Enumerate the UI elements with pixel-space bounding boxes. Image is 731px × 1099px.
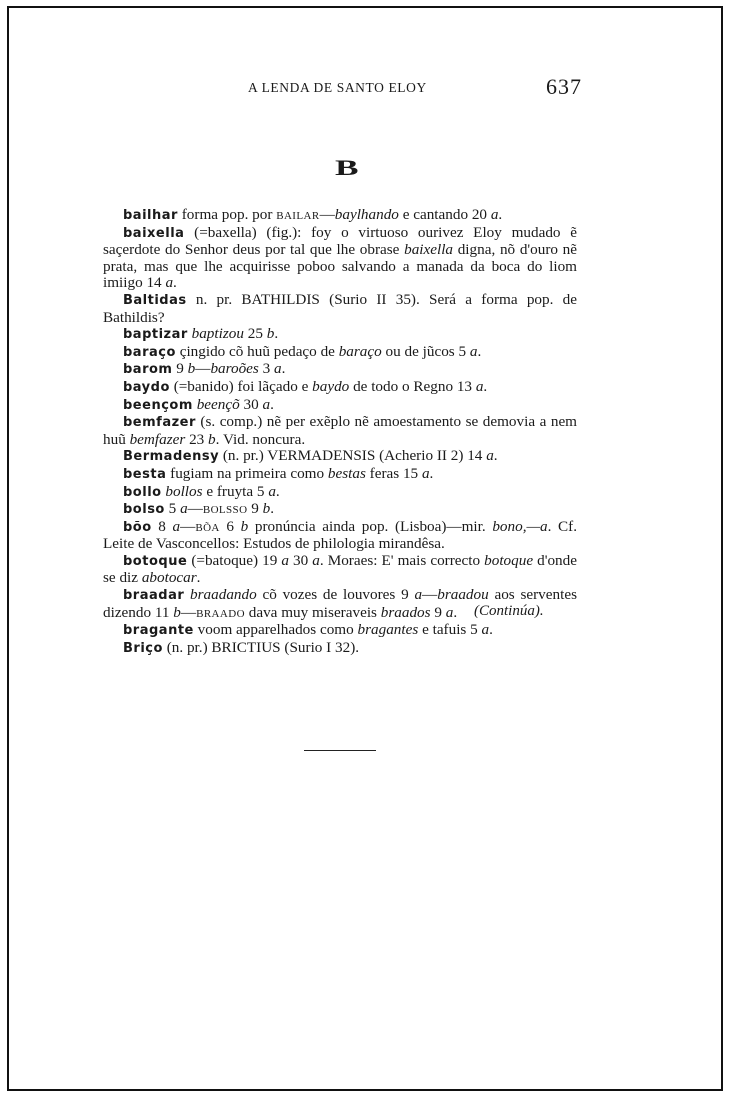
entry-text: fugiam na primeira como bbox=[166, 464, 328, 482]
entry-text: . bbox=[498, 206, 503, 223]
entry-text: — bbox=[422, 586, 438, 604]
page-header bbox=[0, 74, 731, 100]
entry-text: . bbox=[483, 377, 488, 395]
entry-text: 5 bbox=[164, 500, 181, 518]
entry-headword: botoque bbox=[123, 553, 188, 569]
entry-text: dava muy miseraveis bbox=[244, 603, 381, 621]
entry-text: — bbox=[187, 500, 203, 518]
entry-text: . Moraes: E' mais correcto bbox=[319, 551, 485, 569]
entry-italic: braadou bbox=[437, 586, 489, 604]
continua-note: (Continúa). bbox=[474, 603, 544, 619]
entry-italic: baraço bbox=[338, 342, 382, 360]
entry-headword: bõo bbox=[123, 519, 152, 535]
entry-text: cõ vozes de louvores 9 bbox=[256, 586, 415, 604]
entry-text: . bbox=[196, 569, 201, 587]
entry-italic: a bbox=[262, 395, 271, 413]
entry-text: . bbox=[281, 360, 286, 378]
entry-italic: a bbox=[414, 586, 423, 604]
entry-headword: braadar bbox=[123, 588, 185, 604]
glossary-entry bbox=[103, 361, 577, 379]
entry-text: çingido cõ huũ pedaço de bbox=[175, 342, 339, 360]
entry-italic: a bbox=[172, 517, 181, 535]
glossary-entry bbox=[103, 640, 577, 658]
entry-italic: a bbox=[274, 360, 282, 378]
glossary-entry bbox=[103, 397, 577, 415]
entry-text: — bbox=[180, 517, 196, 535]
entry-text: . bbox=[489, 621, 493, 639]
entry-italic: braados bbox=[380, 603, 431, 621]
entry-smallcaps: BRAADO bbox=[196, 607, 245, 620]
entry-italic: b bbox=[240, 517, 249, 535]
entry-italic: a bbox=[486, 447, 494, 465]
entry-text: 9 bbox=[247, 500, 263, 518]
entry-text: . bbox=[453, 603, 458, 621]
entry-italic: bono,—a bbox=[492, 517, 548, 535]
entry-text: (=banido) foi lãçado e bbox=[169, 377, 313, 395]
entry-text: . bbox=[270, 395, 274, 413]
entry-headword: bragante bbox=[123, 623, 194, 639]
entry-text: e tafuis 5 bbox=[418, 621, 482, 639]
entry-text: e fruyta 5 bbox=[202, 482, 269, 500]
entry-text: digna, nõ d'ouro nẽ prata, mas que lhe acquirisse poboo salvando a manada da boca do liom imiigo 14 bbox=[103, 241, 578, 292]
entry-text: . bbox=[477, 342, 482, 360]
entry-italic: baylhando bbox=[334, 206, 399, 223]
entry-italic: beençõ bbox=[196, 395, 240, 413]
entry-headword: Baltidas bbox=[123, 292, 187, 308]
entry-headword: baydo bbox=[123, 379, 170, 395]
glossary-entry bbox=[103, 466, 577, 484]
entry-text: . bbox=[493, 447, 498, 465]
entry-text: voom apparelhados como bbox=[193, 621, 358, 639]
entry-headword: barom bbox=[123, 362, 173, 378]
entry-text: . Vid. noncura. bbox=[215, 430, 306, 448]
entry-italic: baptizou bbox=[191, 325, 244, 343]
section-letter: B bbox=[335, 155, 359, 180]
running-title: A LENDA DE SANTO ELOY bbox=[248, 80, 427, 95]
entry-italic: b bbox=[173, 603, 181, 621]
entry-text: . bbox=[275, 482, 280, 500]
entry-italic: b bbox=[187, 360, 196, 378]
entry-italic: a bbox=[312, 551, 320, 569]
entry-italic: a bbox=[481, 621, 490, 639]
entry-headword: Briço bbox=[123, 640, 163, 656]
entry-headword: bemfazer bbox=[123, 415, 196, 431]
glossary-entry bbox=[103, 622, 577, 640]
glossary-entry bbox=[103, 225, 577, 292]
entry-italic: bollos bbox=[165, 482, 203, 500]
entry-italic: botoque bbox=[484, 551, 534, 569]
entry-italic: bestas bbox=[327, 464, 366, 482]
entry-italic: b bbox=[262, 500, 271, 518]
entry-italic: b bbox=[208, 430, 216, 448]
entry-text: . Cf. Leite de Vasconcellos: Estudos de philologia mirandêsa. bbox=[103, 517, 578, 553]
entry-headword: baraço bbox=[123, 344, 176, 360]
entry-text: — bbox=[195, 360, 211, 378]
entry-italic: a bbox=[165, 274, 174, 292]
entry-text: (=baxella) (fig.): foy o virtuoso ourivez Eloy mudado ẽ saçerdote do Senhor deus por tal que lhe obrase bbox=[103, 223, 577, 259]
glossary-entries bbox=[103, 207, 577, 657]
entry-text: 25 bbox=[243, 325, 267, 343]
glossary-entry bbox=[103, 414, 577, 448]
entry-smallcaps: BÕA bbox=[195, 521, 220, 534]
entry-text: . bbox=[429, 464, 434, 482]
entry-text: . bbox=[274, 325, 279, 343]
entry-text: (n. pr.) VERMADENSIS (Acherio II 2) 14 bbox=[219, 447, 487, 465]
glossary-entry bbox=[103, 379, 577, 397]
entry-text: — bbox=[180, 603, 197, 621]
entry-italic: braadando bbox=[190, 586, 257, 604]
entry-italic: a bbox=[445, 603, 454, 621]
entry-text: feras 15 bbox=[365, 464, 422, 482]
entry-italic: a bbox=[180, 500, 188, 518]
entry-text: (n. pr.) BRICTIUS (Surio I 32). bbox=[162, 638, 360, 656]
entry-text: — bbox=[319, 206, 335, 223]
entry-headword: besta bbox=[123, 466, 167, 482]
entry-text: 30 bbox=[239, 395, 263, 413]
entry-headword: bailhar bbox=[123, 208, 178, 223]
entry-text: forma pop. por bbox=[177, 206, 277, 223]
entry-italic: baydo bbox=[312, 377, 350, 395]
entry-text: pronúncia ainda pop. (Lisboa)—mir. bbox=[248, 517, 493, 535]
entry-italic: a bbox=[469, 342, 478, 360]
entry-text: e cantando 20 bbox=[398, 206, 491, 223]
entry-headword: bollo bbox=[123, 484, 162, 500]
entry-italic: a bbox=[421, 464, 430, 482]
glossary-entry bbox=[103, 344, 577, 362]
entry-headword: baptizar bbox=[123, 327, 188, 343]
entry-headword: baixella bbox=[123, 225, 185, 241]
entry-italic: b bbox=[266, 325, 275, 343]
entry-italic: a bbox=[475, 377, 484, 395]
entry-text: 23 bbox=[185, 430, 209, 448]
entry-text: ou de jũcos 5 bbox=[381, 342, 470, 360]
entry-italic: abotocar bbox=[141, 569, 197, 587]
page-number: 637 bbox=[546, 74, 582, 99]
entry-italic: baroões bbox=[210, 360, 259, 378]
entry-text: 30 bbox=[288, 551, 313, 569]
entry-text: 9 bbox=[430, 603, 446, 621]
glossary-entry bbox=[103, 207, 577, 225]
entry-italic: bemfazer bbox=[129, 430, 186, 448]
entry-text: 9 bbox=[172, 360, 188, 378]
entry-headword: bolso bbox=[123, 502, 165, 518]
entry-italic: a bbox=[268, 482, 276, 500]
glossary-entry bbox=[103, 501, 577, 519]
entry-text: 3 bbox=[258, 360, 274, 378]
glossary-entry bbox=[103, 519, 577, 553]
entry-italic: bragantes bbox=[357, 621, 419, 639]
glossary-entry bbox=[103, 553, 577, 587]
closing-rule bbox=[304, 750, 376, 751]
entry-text: (s. comp.) nẽ per exẽplo nẽ amoestamento se demovia a nem huũ bbox=[103, 413, 577, 448]
glossary-entry bbox=[103, 292, 577, 326]
glossary-entry bbox=[103, 484, 577, 502]
entry-headword: Bermadensy bbox=[123, 449, 220, 465]
entry-italic: a bbox=[281, 551, 289, 569]
glossary-entry bbox=[103, 448, 577, 466]
entry-text: . bbox=[270, 500, 275, 518]
entry-text: n. pr. BATHILDIS (Surio II 35). Será a forma pop. de Bathildis? bbox=[103, 290, 577, 326]
entry-headword: beençom bbox=[123, 397, 193, 413]
entry-smallcaps: BAILAR bbox=[276, 210, 320, 222]
entry-text: 8 bbox=[151, 517, 173, 535]
entry-text: aos serventes dizendo 11 bbox=[103, 586, 577, 621]
entry-italic: baixella bbox=[404, 241, 454, 259]
entry-text: de todo o Regno 13 bbox=[349, 377, 476, 395]
entry-text: (=batoque) 19 bbox=[187, 551, 282, 569]
entry-italic: a bbox=[490, 206, 499, 223]
entry-text: . bbox=[173, 274, 177, 292]
entry-smallcaps: BOLSSO bbox=[202, 504, 248, 517]
entry-text: d'onde se diz bbox=[103, 551, 577, 587]
glossary-entry bbox=[103, 326, 577, 344]
entry-text: 6 bbox=[219, 517, 241, 535]
